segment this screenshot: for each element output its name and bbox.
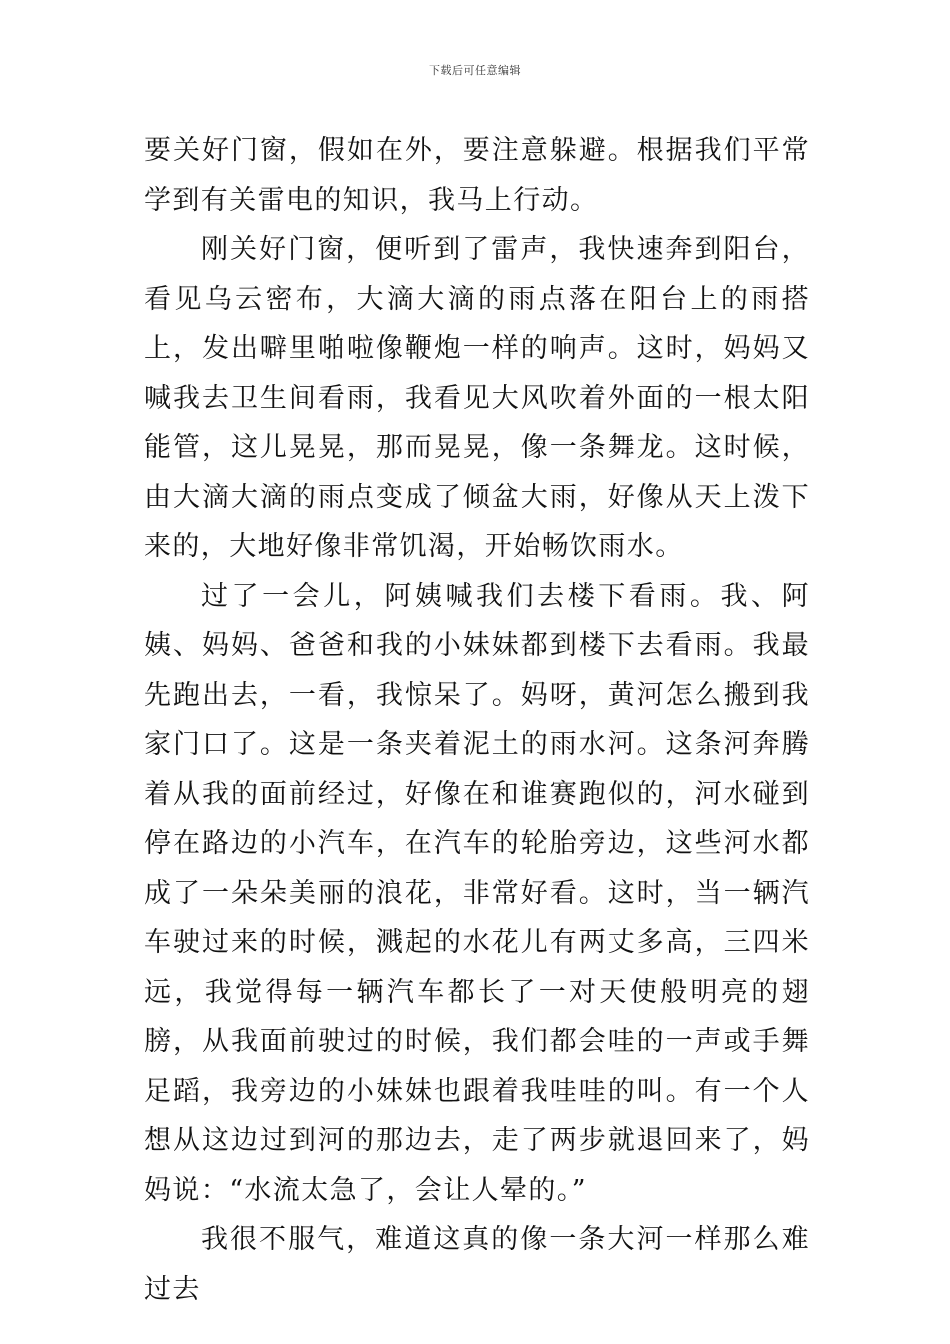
paragraph-thunder: 刚关好门窗，便听到了雷声，我快速奔到阳台，看见乌云密布，大滴大滴的雨点落在阳台上的雨搭上，发出噼里啪啦像鞭炮一样的响声。这时，妈妈又喊我去卫生间看雨，我看见大风吹着外面的一根太阳能管，这儿晃晃，那而晃晃，像一条舞龙。这时候，由大滴大滴的雨点变成了倾盆大雨，好像从天上泼下来的，大地好像非常饥渴，开始畅饮雨水。: [144, 234, 810, 562]
page-header: 下载后可任意编辑: [429, 64, 521, 77]
paragraph-continued: 要关好门窗，假如在外，要注意躲避。根据我们平常学到有关雷电的知识，我马上行动。: [144, 135, 810, 216]
paragraph-not-convinced: 我很不服气，难道这真的像一条大河一样那么难过去: [144, 1224, 810, 1305]
paragraph-rain-river: 过了一会儿，阿姨喊我们去楼下看雨。我、阿姨、妈妈、爸爸和我的小妹妹都到楼下去看雨。我最先跑出去，一看，我惊呆了。妈呀，黄河怎么搬到我家门口了。这是一条夹着泥土的雨水河。这条河奔腾着从我的面前经过，好像在和谁赛跑似的，河水碰到停在路边的小汽车，在汽车的轮胎旁边，这些河水都成了一朵朵美丽的浪花，非常好看。这时，当一辆汽车驶过来的时候，溅起的水花儿有两丈多高，三四米远，我觉得每一辆汽车都长了一对天使般明亮的翅膀，从我面前驶过的时候，我们都会哇的一声或手舞足蹈，我旁边的小妹妹也跟着我哇哇的叫。有一个人想从这边过到河的那边去，走了两步就退回来了，妈妈说：“水流太急了，会让人晕的。”: [144, 580, 810, 1206]
article-body: [144, 126, 810, 1314]
